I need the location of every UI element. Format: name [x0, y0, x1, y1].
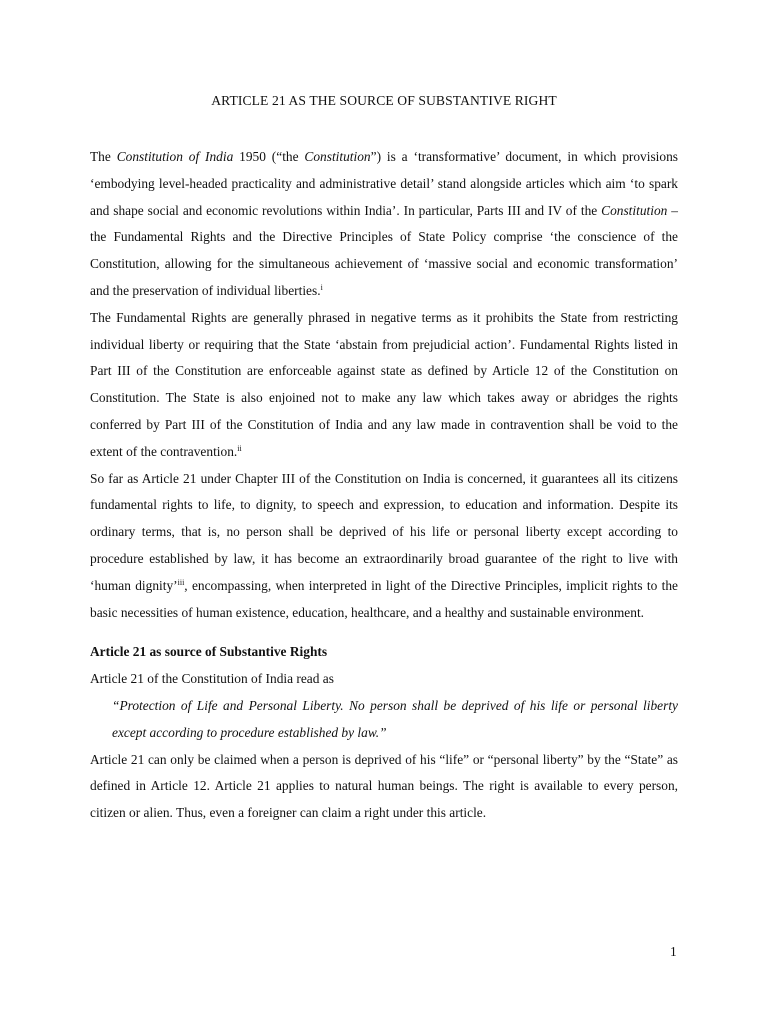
text-run: – the Fundamental Rights and the Directive Principles of State Policy comprise ‘the conscience of the Constitution, allowing for the simultaneous achievement of ‘massive social and economic transformation’ and the preservation of individual liberties.	[90, 202, 678, 298]
text-run: ”) is a ‘transformative’ document, in which provisions ‘embodying level-headed practicality and administrative detail’ stand alongside articles which aim ‘to spark and shape social and economic revolutions within India’. In particular, Parts III and IV of the	[90, 149, 678, 218]
document-body	[90, 144, 678, 827]
italic-run: Constitution of India	[116, 149, 234, 164]
italic-run: Constitution	[601, 202, 668, 218]
article-quote: “Protection of Life and Personal Liberty. No person shall be deprived of his life or personal liberty except according to procedure established by law.”	[112, 697, 678, 740]
paragraph-fundamental-rights	[90, 305, 678, 466]
section-heading: Article 21 as source of Substantive Rights	[90, 644, 328, 660]
text-run: , encompassing, when interpreted in light of the Directive Principles, implicit rights to the basic necessities of human existence, education, healthcare, and a healthy and sustainable environment.	[90, 577, 679, 620]
intro-line: Article 21 of the Constitution of India read as	[90, 671, 334, 687]
footnote-ref-ii[interactable]: ii	[237, 443, 242, 453]
spacer	[90, 626, 678, 639]
text-run: The	[90, 149, 117, 164]
text-run: The Fundamental Rights are generally phrased in negative terms as it prohibits the State from restricting individual liberty or requiring that the State ‘abstain from prejudicial action’. Fundamental Rights listed in Part III of the Constitution are enforceable against state as defined by Article 12 of the Constitution on Constitution. The State is also enjoined not to make any law which takes away or abridges the rights conferred by Part III of the Constitution of India and any law made in contravention shall be void to the extent of the contravention.	[90, 309, 678, 459]
page-number: 1	[670, 944, 677, 959]
paragraph-constitution-intro	[90, 144, 678, 305]
italic-run: Constitution	[304, 149, 371, 164]
page-title: ARTICLE 21 AS THE SOURCE OF SUBSTANTIVE RIGHT	[211, 93, 557, 108]
footnote-ref-iii[interactable]: iii	[177, 577, 185, 587]
text-run: 1950 (“the	[233, 149, 305, 164]
paragraph-claim: Article 21 can only be claimed when a person is deprived of his “life” or “personal liberty” by the “State” as defined in Article 12. Article 21 applies to natural human beings. The right is available to every person, citizen or alien. Thus, even a foreigner can claim a right under this article.	[90, 751, 678, 821]
footnote-ref-i[interactable]: i	[320, 282, 323, 292]
text-run: So far as Article 21 under Chapter III of the Constitution on India is concerned, it guarantees all its citizens fundamental rights to life, to dignity, to speech and expression, to education and information. Despite its ordinary terms, that is, no person shall be deprived of his life or personal liberty except according to procedure established by law, it has become an extraordinarily broad guarantee of the right to live with ‘human dignity’	[90, 470, 678, 593]
paragraph-article-21	[90, 466, 678, 627]
